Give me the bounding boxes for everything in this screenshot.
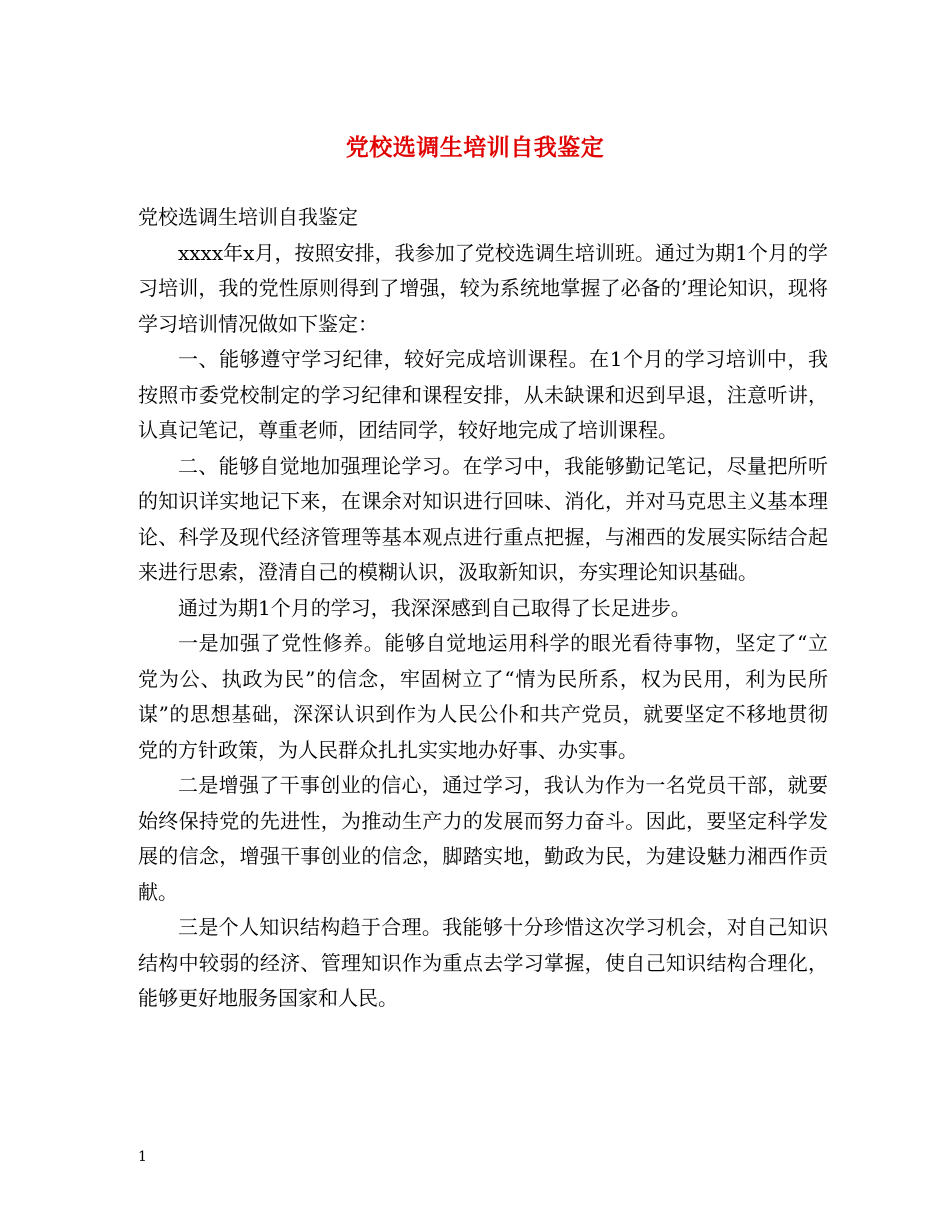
- body-paragraph: 三是个人知识结构趋于合理。我能够十分珍惜这次学习机会，对自己知识结构中较弱的经济、管理知识作为重点去学习掌握，使自己知识结构合理化，能够更好地服务国家和人民。: [138, 915, 828, 1010]
- page-number: 1: [138, 1149, 147, 1165]
- body-paragraph: 通过为期1个月的学习，我深深感到自己取得了长足进步。: [178, 595, 691, 620]
- document-title: 党校选调生培训自我鉴定: [345, 134, 605, 161]
- body-paragraph: 一是加强了党性修养。能够自觉地运用科学的眼光看待事物，坚定了“立党为公、执政为民”的信念，牢固树立了“情为民所系，权为民用，利为民所谋”的思想基础，深深认识到作为人民公仆和共产党员，就要坚定不移地贯彻党的方针政策，为人民群众扎扎实实地办好事、办实事。: [138, 631, 828, 762]
- body-paragraph: 二、能够自觉地加强理论学习。在学习中，我能够勤记笔记，尽量把所听的知识详实地记下来，在课余对知识进行回味、消化，并对马克思主义基本理论、科学及现代经济管理等基本观点进行重点把握，与湘西的发展实际结合起来进行思索，澄清自己的模糊认识，汲取新知识，夯实理论知识基础。: [138, 453, 828, 584]
- body-paragraph: 一、能够遵守学习纪律，较好完成培训课程。在1个月的学习培训中，我按照市委党校制定的学习纪律和课程安排，从未缺课和迟到早退，注意听讲，认真记笔记，尊重老师，团结同学，较好地完成了培训课程。: [138, 347, 828, 442]
- document-body: [138, 200, 828, 1017]
- body-paragraph: 二是增强了干事创业的信心，通过学习，我认为作为一名党员干部，就要始终保持党的先进性，为推动生产力的发展而努力奋斗。因此，要坚定科学发展的信念，增强干事创业的信念，脚踏实地，勤政为民，为建设魅力湘西作贡献。: [138, 773, 828, 904]
- body-paragraph: xxxx年x月，按照安排，我参加了党校选调生培训班。通过为期1个月的学习培训，我的党性原则得到了增强，较为系统地掌握了必备的’理论知识，现将学习培训情况做如下鉴定：: [138, 240, 828, 336]
- body-paragraph: 党校选调生培训自我鉴定: [138, 205, 358, 229]
